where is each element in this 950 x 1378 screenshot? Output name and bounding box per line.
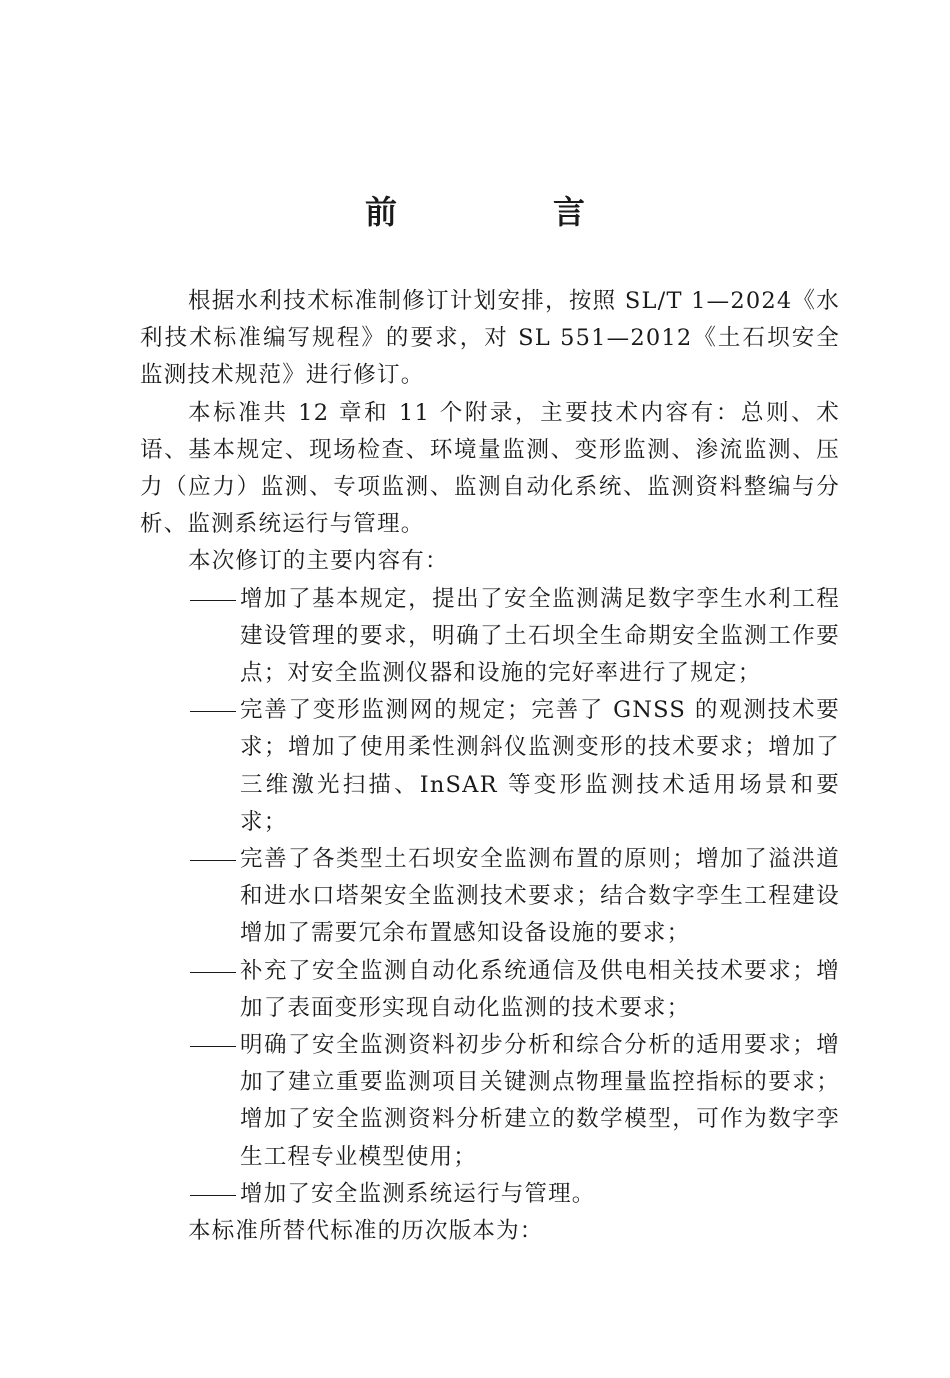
revision-item	[140, 1176, 840, 1213]
revision-item-text: 增加了基本规定，提出了安全监测满足数字孪生水利工程建设管理的要求，明确了土石坝全生命期安全监测工作要点；对安全监测仪器和设施的完好率进行了规定；	[240, 585, 840, 687]
revision-item	[140, 1027, 840, 1176]
page-title: 前 言	[364, 193, 647, 231]
revision-item	[140, 581, 840, 693]
revision-item-text: 补充了安全监测自动化系统通信及供电相关技术要求；增加了表面变形实现自动化监测的技术要求；	[240, 957, 840, 1021]
preface-body	[140, 283, 840, 1250]
paragraph-content-summary: 本标准共 12 章和 11 个附录，主要技术内容有：总则、术语、基本规定、现场检查、环境量监测、变形监测、渗流监测、压力（应力）监测、专项监测、监测自动化系统、监测资料整编与分析、监测系统运行与管理。	[140, 399, 840, 538]
revision-item-text: 增加了安全监测系统运行与管理。	[240, 1180, 596, 1207]
revision-item-text: 明确了安全监测资料初步分析和综合分析的适用要求；增加了建立重要监测项目关键测点物理量监控指标的要求；增加了安全监测资料分析建立的数学模型，可作为数字孪生工程专业模型使用；	[240, 1032, 840, 1170]
revision-item	[140, 953, 840, 1027]
paragraph-revision-intro: 本次修订的主要内容有：	[188, 548, 449, 575]
revision-item	[140, 841, 840, 953]
revision-list	[140, 581, 840, 1213]
revision-item-text: 完善了各类型土石坝安全监测布置的原则；增加了溢洪道和进水口塔架安全监测技术要求；结合数字孪生工程建设增加了需要冗余布置感知设备设施的要求；	[240, 846, 840, 947]
revision-item-text: 完善了变形监测网的规定；完善了 GNSS 的观测技术要求；增加了使用柔性测斜仪监测变形的技术要求；增加了三维激光扫描、InSAR 等变形监测技术适用场景和要求；	[240, 697, 840, 835]
paragraph-revision-basis: 根据水利技术标准制修订计划安排，按照 SL/T 1—2024《水利技术标准编写规程》的要求，对 SL 551—2012《土石坝安全监测技术规范》进行修订。	[140, 288, 840, 389]
paragraph-previous-versions: 本标准所替代标准的历次版本为：	[188, 1218, 544, 1245]
revision-item	[140, 692, 840, 841]
